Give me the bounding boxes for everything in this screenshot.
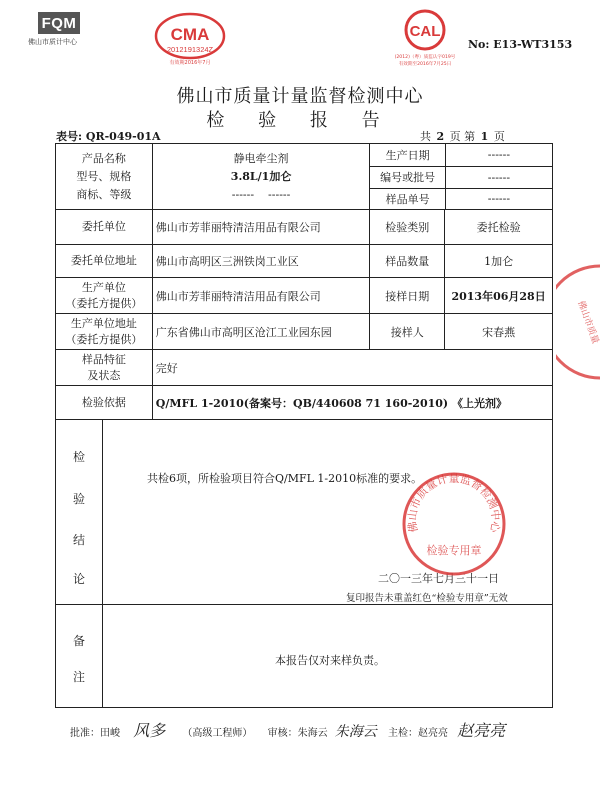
sample-qty-label: 样品数量 bbox=[370, 245, 445, 278]
remark-label-cell bbox=[56, 605, 103, 708]
conclusion-note: 复印报告未重盖红色“检验专用章”无效 bbox=[346, 593, 508, 604]
conclusion-text: 共检6项，所检验项目符合Q/MFL 1-2010标准的要求。 bbox=[147, 472, 423, 485]
sample-qty: 1加仑 bbox=[445, 245, 553, 278]
approve-title: （高级工程师） bbox=[182, 728, 253, 739]
sample-state-label bbox=[56, 350, 153, 386]
model-label: 型号、规格 bbox=[76, 169, 132, 183]
approve-label: 批准：田峻 bbox=[70, 728, 120, 739]
producer-addr-label bbox=[56, 314, 153, 350]
cma-number: 2012191324Z bbox=[166, 45, 214, 54]
sample-state-row bbox=[56, 350, 553, 386]
sample-state-label-2: 及状态 bbox=[87, 368, 121, 382]
conclusion-label-4: 论 bbox=[73, 572, 86, 586]
batch-value: ------ bbox=[445, 166, 552, 188]
pages-suffix: 页 bbox=[493, 130, 505, 143]
product-meta-cell bbox=[370, 144, 553, 210]
seal-center-text: 检验专用章 bbox=[426, 544, 482, 557]
pages-prefix: 共 bbox=[420, 130, 431, 143]
receive-date: 2013年06月28日 bbox=[445, 278, 553, 314]
cma-small: 有效期2016年7月 bbox=[169, 60, 211, 66]
producer-label-1: 生产单位 bbox=[81, 280, 126, 294]
client-addr: 佛山市高明区三洲铁岗工业区 bbox=[152, 245, 370, 278]
model-value: 3.8L/1加仑 bbox=[230, 169, 292, 183]
client-value: 佛山市芳菲丽特清洁用品有限公司 bbox=[152, 210, 370, 245]
producer-addr-label-2: （委托方提供） bbox=[65, 332, 143, 346]
producer-label bbox=[56, 278, 153, 314]
conclusion-label-2: 验 bbox=[73, 492, 86, 506]
client-addr-row bbox=[56, 245, 553, 278]
fqm-logo: FQM bbox=[38, 12, 80, 34]
pages-total: 2 bbox=[436, 130, 445, 143]
pages-mid: 页 第 bbox=[449, 130, 476, 143]
conclusion-label-3: 结 bbox=[73, 533, 86, 547]
producer-addr-row bbox=[56, 314, 553, 350]
receive-date-label: 接样日期 bbox=[370, 278, 445, 314]
conclusion-date: 二〇一三年七月三十一日 bbox=[378, 572, 499, 585]
seal-org-text: 佛山市质量计量监督检测中心 bbox=[405, 471, 503, 534]
product-labels-cell bbox=[56, 144, 153, 210]
receiver-label: 接样人 bbox=[370, 314, 445, 350]
producer-addr: 广东省佛山市高明区沧江工业园东园 bbox=[152, 314, 370, 350]
inspect-type-label: 检验类别 bbox=[370, 210, 445, 245]
basis-label: 检验依据 bbox=[56, 386, 153, 420]
inspection-seal bbox=[400, 470, 508, 578]
inspect-type: 委托检验 bbox=[445, 210, 553, 245]
pages-current: 1 bbox=[480, 130, 489, 143]
client-addr-label: 委托单位地址 bbox=[56, 245, 153, 278]
report-org-title: 佛山市质量计量监督检测中心 bbox=[176, 86, 424, 107]
chief-signature: 赵亮亮 bbox=[457, 721, 506, 740]
fqm-org-name: 佛山市质计中心 bbox=[28, 38, 77, 46]
chief-label: 主检：赵亮亮 bbox=[387, 728, 448, 739]
remark-text: 本报告仅对来样负责。 bbox=[275, 654, 385, 667]
product-name: 静电牵尘剂 bbox=[233, 151, 289, 165]
report-table bbox=[55, 143, 553, 708]
cma-logo bbox=[150, 8, 230, 68]
brand-value: ------ ------ bbox=[231, 187, 291, 201]
report-title: 检 验 报 告 bbox=[206, 110, 394, 131]
batch-label: 编号或批号 bbox=[370, 166, 445, 188]
producer-value: 佛山市芳菲丽特清洁用品有限公司 bbox=[152, 278, 370, 314]
edge-seal-text: 佛山市质量 bbox=[575, 299, 600, 346]
conclusion-label-1: 检 bbox=[73, 450, 86, 464]
doc-number: No: E13-WT3153 bbox=[468, 38, 573, 51]
producer-label-2: （委托方提供） bbox=[65, 296, 143, 310]
approve-signature: 风多 bbox=[133, 721, 166, 740]
edge-seal bbox=[556, 262, 600, 382]
prod-date-label: 生产日期 bbox=[370, 144, 445, 166]
producer-addr-label-1: 生产单位地址 bbox=[70, 316, 137, 330]
prod-date: ------ bbox=[445, 144, 552, 166]
review-label: 审核：朱海云 bbox=[267, 728, 328, 739]
sample-no-label: 样品单号 bbox=[370, 188, 445, 209]
client-row bbox=[56, 210, 553, 245]
cal-mark: CAL bbox=[409, 23, 441, 40]
basis-row bbox=[56, 386, 553, 420]
cma-mark: CMA bbox=[170, 25, 210, 44]
product-meta-table bbox=[370, 144, 552, 209]
product-name-label: 产品名称 bbox=[81, 151, 126, 165]
remark-label-1: 备 bbox=[73, 634, 86, 648]
sample-state-label-1: 样品特征 bbox=[81, 352, 126, 366]
remark-label-2: 注 bbox=[73, 670, 86, 684]
cal-logo bbox=[385, 8, 465, 70]
page-indicator bbox=[420, 128, 505, 144]
form-number: 表号: QR-049-01A bbox=[56, 130, 161, 143]
client-label: 委托单位 bbox=[56, 210, 153, 245]
signature-row bbox=[70, 718, 505, 741]
sample-no: ------ bbox=[487, 192, 511, 206]
brand-label: 商标、等级 bbox=[76, 187, 132, 201]
product-info-row bbox=[56, 144, 553, 210]
review-signature: 朱海云 bbox=[334, 724, 377, 740]
receiver: 宋春燕 bbox=[445, 314, 553, 350]
sample-state: 完好 bbox=[152, 350, 552, 386]
producer-row bbox=[56, 278, 553, 314]
cal-small-1: (2012)（粤）质监认字019号 bbox=[394, 55, 456, 60]
product-values-cell bbox=[152, 144, 370, 210]
cal-small-2: 有效期至2016年7月25日 bbox=[398, 62, 452, 67]
basis-value: Q/MFL 1-2010(备案号：QB/440608 71 160-2010) 《上光剂》 bbox=[152, 386, 552, 420]
